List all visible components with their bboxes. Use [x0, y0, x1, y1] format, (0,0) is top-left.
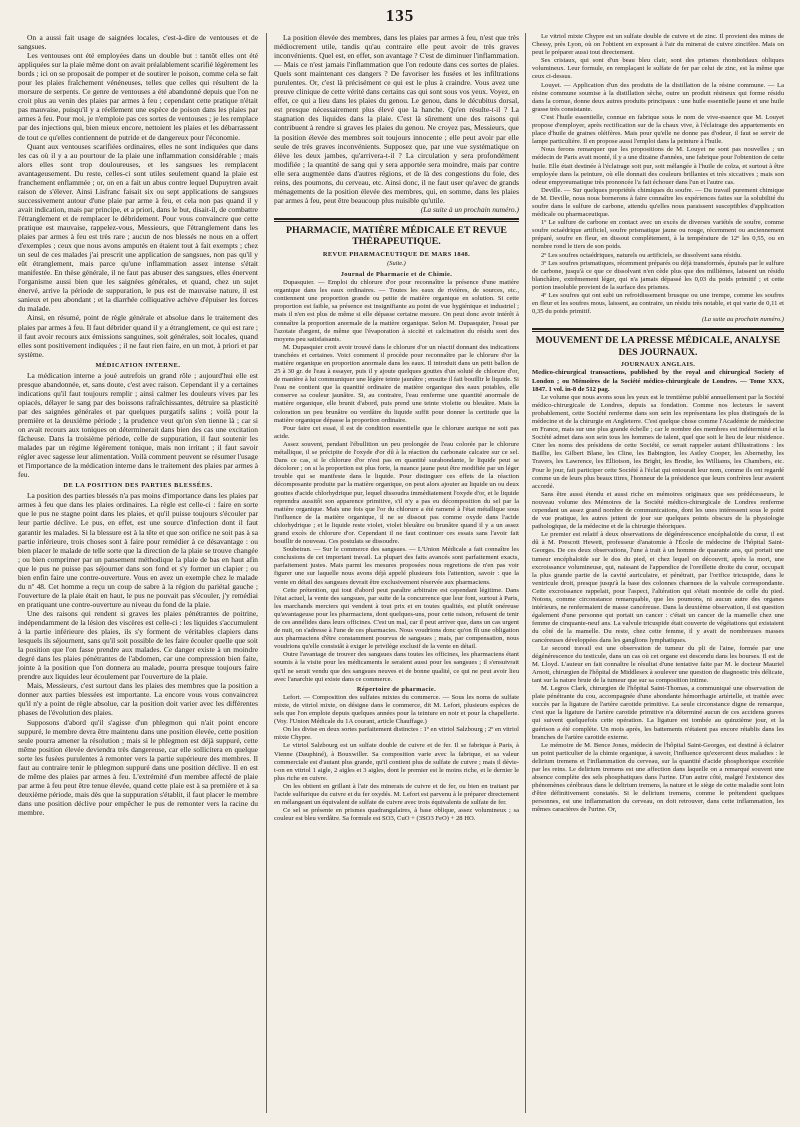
paragraph: Dupasquier. — Emploi du chlorure d'or pour reconnaître la présence d'une matière organique dans les eaux ordinaires. — Toutes les eaux de rivières, de sources, etc., contiennent une proportion grande ou petite de matière organique en solution. Si cette proportion est faible, sa présence est insignifiante au point de vue hygiénique et industriel ; mais il n'en est plus de même si elle dépasse certaine mesure. On peut donc avoir intérêt à connaître la proportion anormale de la matière organique. Selon M. Dupasquier, l'essai par l'azotate d'argent, de même que l'évaporation à siccité et calcination du résidu sont des moyens peu satisfaisants. [274, 279, 519, 343]
continuation-note: (La suite au prochain numéro.) [701, 316, 784, 324]
paragraph: 2º Les soufres octaédriques, naturels ou artificiels, se dissolvent sans résidu. [541, 251, 742, 259]
paragraph: Les ventouses ont été employées dans un double but : tantôt elles ont été appliquées sur la plaie même dont on avait préalablement scarifié légèrement les bords ; ici on se proposait de pomper et de soutirer le poison, comme cela se fait pour les plaies fraîchement vénéneuses, telles que celles qui résultent de la morsure de serpents. Ce genre de ventouses a été abandonné depuis que l'on ne croit plus au venin des plaies par armes à feu ; cependant cette pratique n'était pas mauvaise, puisqu'il y a réellement une espèce de poison dans les plaies par armes à feu. Pour moi, je n'emploie pas ces sortes de ventouses ; je les remplace par des injections qui, bien mieux encore, nettoient les plaies et les débarrassent de tout ce qu'elles contiennent de putride et de dangereux pour l'économie. [18, 51, 258, 142]
paragraph: Le mémoire de M. Bence Jones, médecin de l'hôpital Saint-Georges, est destiné à éclairer un point particulier de la chimie organique, à savoir, l'influence qu'exercent deux maladies : le delirium tremens et l'inflammation du cerveau, sur la quantité d'acide phosphorique excrétée par les reins. Le delirium tremens est une affection dans laquelle on a remarqué souvent une absence complète des sels phosphatiques dans l'urine. D'un autre côté, malgré l'existence des phénomènes cérébraux dans le delirium tremens, la nature et le siège de cette maladie sont loin d'être définitivement constatés. Si le delirium tremens, comme le prétendent quelques personnes, est une inflammation du cerveau, on doit retrouver, dans cette inflammation, les mêmes caractères de l'urine. Or, [532, 741, 784, 814]
paragraph: Supposons d'abord qu'il s'agisse d'un phlegmon qui n'ait point encore suppuré, le membre devra être maintenu dans une position élevée, cette position seule pourra amener la résolution ; mais si le phlegmon est déjà suppuré, cette même position élevée deviendra très dangereuse, car elle sollicitera en quelque sorte les fusées purulentes à remonter vers la partie supérieure des membres. Il faut au contraire tenir le phlegmon suppuré dans une position déclive. Il en est de même des plaies par armes à feu. L'extrémité d'un membre affecté de plaie par arme à feu peut être tenue élevée, quand cette plaie est à sa première et à sa deuxième période, mais dès que la suppuration s'établit, il faut placer le membre dans une position déclive pour empêcher le pus de remonter vers la racine du membre. [18, 717, 258, 817]
paragraph: Le second travail est une observation de tumeur du pli de l'aine, formée par une dégénérescence du testicule, dans un cas où cet organe est descendu dans les bourses. Il est de M. Lloyd. L'auteur en fait connaître le résultat d'une tentative faite par M. le docteur Mauriel Arnott, chirurgien de l'hôpital de Middlesex à soulever une question de diagnostic très délicate, tant sur la nature brute de la tumeur que sur sa composition intime. [532, 644, 784, 684]
paragraph: 4º Les soufres qui ont subi un refroidissement brusque ou une trempe, comme les soufres en fleur et les soufres mous, laissent, au contraire, un résidu très notable, et qui varie de 0,11 et 0,35 du poids primitif. [532, 292, 784, 316]
subsection-title: JOURNAUX ANGLAIS. [620, 361, 696, 369]
paragraph: Cette prétention, qui tout d'abord peut paraître arbitraire est cependant légitime. Dans l'état actuel, la vente des sangsues, par suite de la concurrence que leur font, surtout à Paris, les marchands merciers qui vendent à tout prix et en toutes qualités, est plutôt onéreuse qu'avantageuse pour les pharmaciens, dont quelques-uns, pour cette raison, refusent de tenir de ces annélides dans leurs officines. C'est un mal, car il peut arriver que, dans un cas urgent de nuit, on s'adresse à l'une de ces pharmacies. Nous voudrions donc qu'on fît une obligation aux pharmaciens d'être constamment pourvus de sangsues ; mais, par compensation, nous voudrions qu'elle consistât à exiger le privilège exclusif de la vente en détail. [274, 586, 519, 651]
journal-title: Journal de Pharmacie et de Chimie. [340, 271, 453, 279]
section-heading: MÉDICATION INTERNE. [95, 361, 181, 369]
paragraph: Ce sel se présente en prismes quadrangulaires, à base oblique, assez volumineux ; sa couleur est bleu verdâtre. Sa formule est SO3, CuO + (3SO3 FeO) + 28 HO. [274, 807, 519, 823]
paragraph: Mais, Messieurs, c'est surtout dans les plaies des membres que la position a donner aux parties blessées est importante. La encore vous vous convaincrez qu'il n'y a point de règle absolue, car la position doit varier avec les différentes phases de l'évolution des plaies. [18, 681, 258, 718]
divider-rule [532, 328, 784, 330]
paragraph: Quant aux ventouses scarifiées ordinaires, elles ne sont indiquées que dans les cas où il y a au pourtour de la plaie une inflammation considérable ; mais alors elles sont trop douloureuses, et les sangsues les remplacent avantageusement. Du reste, celles-ci sont utiles seulement quand la plaie est franchement enflammée ; or, on en a fait un abus contre lequel Dupuytren avait raison de s'élever. Ainsi Lisfranc faisait six ou sept applications de sangsues successivement autour d'une plaie par arme à feu, et cela non pas quand il y avait indication, mais par principe, et a priori, dans le but, disait-il, de combattre l'étranglement et de remplacer le débridement. Pour vous convaincre que cette pratique est mauvaise, rappelez-vous, Messieurs, que l'étranglement dans les plaies par armes à feu est très rare ; aucun de nos blessés ne nous en a offert d'exemples ; ceux que nous avons amputés en étaient tout à fait exempts ; chez un seul de ces malades j'ai prescrit une application de sangsues, non pas qu'il y eût étranglement, mais parce qu'une inflammation assez intense s'était manifestée. En thèse générale, il ne faut pas abuser des sangsues, elles énervent l'organisme aussi bien que les saignées générales, et quand, chez un sujet énervé, arrive la période de suppuration, le pus est de mauvaise nature, il est sanieux et peu abondant ; et la diarrhée colliquative achève d'épuiser les forces du malade. [18, 141, 258, 314]
paragraph: Le vitriol Salzbourg est un sulfate double de cuivre et de fer. Il se fabrique à Paris, à Vienne (Dauphiné), à Bouxwiller. Sa composition varie avec la fabrique, et sa valeur commerciale est d'autant plus grande, qu'il contient plus de sulfate de cuivre ; mais il dévie-t-on en vitriol 1 aigle, 2 aigles et 3 aigles, dont le premier est le moins riche, et le dernier le plus riche en cuivre. [274, 742, 519, 782]
paragraph: Le premier est relatif à deux observations de dégénérescence encéphaloïde du cœur, il est dû à M. Prescott Hewett, professeur d'anatomie à l'École de médecine de l'hôpital Saint-Georges. De ces deux observations, l'une à trait à un homme de quarante ans, qui portait une tumeur encéphaloïde sur le dos du pied, et chez lequel on découvrit, après la mort, une excroissance volumineuse, qui, naissant de l'appendice de l'oreillette droite du cœur, occupait la plus grande partie de la cavité auriculaire, et pénétrait, par l'orifice tricuspide, dans le ventricule droit, presque jusqu'à la base des colonnes charnues de la valvule correspondante. Cette excroissance rappelait, pour l'aspect, l'altération qui s'était montrée de celle du pied. Notons, comme circonstance remarquable, que les poumons, ni aucun autre des organes intérieurs, ne renfermaient de masse cancéreuse. Dans la deuxième observation, il est question également d'une personne qui portait un cancer : c'était un cancer de la mamelle chez une femme de cinquante-neuf ans. La valvule tricuspide était couverte de végétations qui existaient du côté de la mamelle. Du reste, chez cette femme, il y avait de nombreuses masses cancéreuses développées dans les ganglions lymphatiques. [532, 531, 784, 644]
divider-rule [274, 218, 519, 220]
paragraph: Soubeiran. — Sur le commerce des sangsues. — L'Union Médicale a fait connaître les conclusions de cet important travail. La plupart des faits avancés sont parfaitement exacts, parfaitement justes. Mais parmi les mesures proposées nous regrettons de n'en pas voir figurer une sur laquelle nous avons déjà appelé plusieurs fois l'attention, savoir : que la vente en détail des sangsues devrait être exclusivement réservée aux pharmaciens. [274, 546, 519, 586]
paragraph: Le volume que nous avons sous les yeux est le trentième publié annuellement par la Société médico-chirurgicale de Londres, depuis sa fondation. Comme nos lecteurs le savent probablement, cette Société renferme dans son sein les représentans les plus distingués de la médecine et de la chirurgie en Angleterre. C'est quelque chose comme l'Académie de médecine en France, mais sur une plus grande échelle ; car le nombre des membres est indéterminé et la Société admet dans son sein tous les hommes de talent, quel que soit le lieu de leur résidence. Citer les noms des présidens de cette Société, ce serait rappeler autant d'illustrations : les Baillie, les Gilbert Blane, les Cline, les Babington, les Astley Cooper, les Abernethy, les Travers, les Lawrence, les Elliotson, les Bright, les Brodie, les Williams, les Chambers, etc. Pour le jour, fait participer cette Société à l'éclat qui entourait leur nom, comme ils ont regardé comme un de leurs plus beaux titres, l'honneur de la présidence que leurs confrères leur avaient accordé. [532, 393, 784, 490]
divider-rule [532, 331, 784, 332]
paragraph: Deville. — Sur quelques propriétés chimiques du soufre. — Du travail purement chimique de M. Deville, nous nous bornerons à faire connaître les expériences faites sur la solubilité du soufre dans le sulfure de carbone, attendu qu'elles nous paraissent susceptibles d'application médicale ou pharmaceutique. [532, 186, 784, 219]
paragraph: La position élevée des membres, dans les plaies par armes à feu, n'est que très médiocrement utile, tandis qu'au contraire elle peut avoir de très graves inconvénients. Quel est, en effet, son avantage ? C'est de diminuer l'inflammation. — Mais ce n'est jamais l'inflammation que l'on redoute dans ces sortes de plaies. Quels sont maintenant ces dangers ? De favoriser les fusées et les infiltrations purulentes. Or, c'est là précisément ce qui est le plus à craindre. Vous avez une preuve clinique de cette vérité dans certains cas qui sont sous vos yeux. Voyez, en effet, ce qui a lieu dans les plaies du genou. Le genou, dans le décubitus dorsal, est presque nécessairement plus élevé que la hanche. Qu'en résulte-t-il ? La stagnation des liquides dans la plaie. C'est là sûrement une des raisons qui contribuent à rendre si graves les plaies du genou. Ne croyez pas, Messieurs, que la position élevée des membres soit toujours innocente ; elle peut avoir par elle seule de très graves inconvénients. Supposez que, par une vue systématique on élève les deux jambes, qu'arrivera-t-il ? La circulation y sera profondément modifiée ; la quantité de sang qui y sera apportée sera moindre, mais par contre elle sera augmentée dans d'autres régions, et de là des congestions du foie, des reins, des poumons, du cerveau, etc. Ainsi donc, il ne faut user qu'avec de grands ménagements de la position élevée des membres, qui, en somme, dans les plaies par armes à feu, peut être beaucoup plus nuisible qu'utile. [274, 33, 519, 205]
paragraph: La position des parties blessés n'a pas moins d'importance dans les plaies par armes à feu que dans les plaies ordinaires. La règle est celle-ci : faire en sorte que le pus ne stagne point dans les plaies, et qu'il puisse toujours s'écouler par leur partie déclive. Le pus, en effet, est une source d'infection dont il faut garantir les malades. Si la blessure est à la tête et que son orifice ne soit pas à sa partie inférieure, trois choses sont à faire pour remédier à ce désavantage : ou bien placer le malade de telle sorte que la direction de la plaie se trouve changée ; ou bien comprimer par un pansement méthodique la plaie de bas en haut afin que le pus ne puisse pas séjourner dans son fond et s'y former un clapier ; ou bien enfin faire une contre-ouverture. Vous en avez un exemple chez le malade du nº 48. Cet homme a reçu un coup de sabre à la région du pariétal gauche ; l'ouverture de la plaie était en haut, le pus ne pouvait pas s'écouler, j'y remédiai en pratiquant une contre-ouverture au niveau du fond de la plaie. [18, 491, 258, 609]
paragraph: Pour faire cet essai, il est de condition essentielle que le chlorure aurique ne soit pas acide. [274, 424, 519, 440]
article-body [274, 279, 519, 823]
paragraph: Ses cristaux, qui sont d'un beau bleu clair, sont des prismes rhomboïdaux obliques volumineux. Leur formule, en remplaçant le sulfate de fer par celui de zinc, est la même que ceux ci-dessus. [532, 57, 784, 81]
page-number: 135 [385, 6, 415, 25]
paragraph: Assez souvent, pendant l'ébullition un peu prolongée de l'eau colorée par le chlorure métallique, il se précipite de l'oxyde d'or dû à la réaction du carbonate calcaire sur ce sel. Dans ce cas, si le chlorure d'or n'est pas en quantité surabondante, le liquide peut se décolorer ; on si la proportion est plus forte, la nuance jaune peut être modifiée par un léger trouble qui se manifeste dans le liquide. Pour distinguer ces effets de la réaction décomposante produite par la matière organique, on peut alors ajouter au liquide un ou deux gouttes d'acide chlorhydrique pur, lequel dissoudra immédiatement l'oxyde d'or, et le liquide reprendra aussitôt son apparence primitive, s'il n'y a pas eu décomposition du sel par la matière organique. Mais une fois que l'or du chlorure a été ramené à l'état métallique sous l'influence de la matière organique, il ne se dissout pas comme oxyde dans l'acide chlorhydrique ; et le liquide reste violet, violet bleuâtre ou brunâtre quand il y a un assez grand excès de chlorure d'or. Cependant il ne faut continuer ces essais sans l'avoir fait bouillir de nouveau. Ces postulats se dissoudre. [274, 440, 519, 546]
article-body [532, 33, 784, 324]
paragraph: Une des raisons qui rendent si graves les plaies pénétrantes de poitrine, indépendamment de la lésion des viscères est celle-ci : les liquides s'accumulent à la partie inférieure des plaies, ils s'y forment de véritables clapiers dans lesquels ils séjournent, sans qu'il soit possible de les faire écouler quelle que soit la position que l'on fasse prendre aux malades. Ce danger existe à un moindre degré dans les plaies pénétrantes de l'abdomen, car une compression bien faite, jointe à la position que l'on donnera au malade, pourra presque toujours faire prendre aux liquides leur écoulement par l'ouverture de la plaie. [18, 608, 258, 682]
subsection-title: Répertoire de pharmacie. [356, 685, 437, 693]
paragraph: On les divise en deux sortes parfaitement distinctes : 1º en vitriol Salzbourg ; 2º en vitriol mixte Chypre. [274, 726, 519, 742]
column-1 [18, 33, 258, 1115]
section-title: PHARMACIE, MATIÈRE MÉDICALE ET REVUE THÉRAPEUTIQUE. [286, 224, 507, 248]
journal-citation: Medico-chirurgical transactions, published by the royal and chirurgical Society of London ; ou Mémoires de la Société médico-chirurgicale de Londres. — Tome XXX, 1847. 1 vol. in-8 de 512 pag. [532, 369, 784, 393]
column-2 [274, 33, 519, 1115]
paragraph: La médication interne a joué autrefois un grand rôle ; aujourd'hui elle est presque abandonnée, et, sans doute, c'est avec raison. Cependant il y a certaines indications qu'il faut toujours remplir ; ainsi calmer les douleurs vives par les opiacés, délayer le sang par des boissons rafraîchissantes, détruire sa plasticité par des saignées générales et par quelques purgatifs salins ; voilà pour la première et la deuxième période ; la prudence veut qu'on s'en tienne là ; car si on avait recours aux toniques on déterminerait dans bien des cas une excitation fâcheuse. Dans la troisième période, celle de suppuration, il faut soutenir les malades par un régime légèrement tonique, mais non irritant ; il faut savoir régler avec sagesse leur alimentation. Voilà comment peuvent se résumer l'usage et l'importance de la médication interne dans le traitement des plaies par armes à feu. [18, 370, 258, 480]
paragraph: Ainsi, en résumé, point de règle générale et absolue dans le traitement des plaies par armes à feu. Il faut débrider quand il y a étranglement, ce qui est rare ; il faut avoir recours aux émissions sanguines, soit générales, soit locales, quand elles sont positivement indiquées ; il ne faut rien faire, en un mot, à priori et par système. [18, 313, 258, 359]
paragraph: Lefort. — Composition des sulfates mixtes du commerce. — Sous les noms de sulfate mixte, de vitriol mixte, on désigne dans le commerce, dit M. Lefort, plusieurs espèces de sels que l'on emploie depuis quelques années pour la teinture en noir et pour la chapellerie. (Voy. l'Union Médicale du 1A courant, article Chauffage.) [274, 693, 519, 726]
paragraph: M. Dupasquier croit avoir trouvé dans le chlorure d'or un réactif donnant des indications tranchées et certaines. Voici comment il procède pour reconnaître par le chlorure d'or la matière organique en proportion anormale dans les eaux. Il introduit dans un petit ballon de 25 à 30 gr. de l'eau à essayer, puis il y ajoute quelques gouttes d'un soluté de chlorure d'or, de manière à lui communiquer une légère teinte jaunâtre ; ensuite il fait bouillir le liquide. Si l'eau ne contient que la quantité ordinaire de matière organique des eaux potables, elle conserve sa couleur jaunâtre. Si, au contraire, l'eau renferme une quantité anormale de matière organique, elle brunit d'abord, puis prend une teinte violette ou bleuâtre. Mais la coloration un peu brunâtre ou verdâtre du liquide suffit pour donner la certitude que la matière organique dépasse la proportion ordinaire. [274, 343, 519, 424]
divider-rule [274, 221, 519, 222]
paragraph: Outre l'avantage de trouver des sangsues dans toutes les officines, les pharmaciens étant soumis à la visite pour les médicaments le seraient aussi pour les sangsues ; il s'ensuivrait qu'il ne serait vendu que des sangsues neuves et de bonne qualité, ce qui ne peut avoir lieu avec l'anarchie qui existe dans ce commerce. [274, 651, 519, 683]
section-heading: DE LA POSITION DES PARTIES BLESSÉES. [63, 482, 213, 490]
paragraph: 1º Le sulfure de carbone en contact avec un excès de diverses variétés de soufre, comme soufre octaédrique artificiel, soufre prismatique jaune ou rouge, récemment ou anciennement préparé, soufre en fleur, en dissout complètement, à la température de 12º les 0,55, ou en nombre rond le tiers de son poids. [532, 219, 784, 251]
continuation-note: (La suite à un prochain numéro.) [420, 204, 519, 214]
subsection-note: (Suite.) [387, 259, 406, 267]
column-divider [266, 33, 267, 1113]
paragraph: 3º Les soufres prismatiques, récemment préparés ou déjà transformés, épuisés par le sulfure de carbone, jusqu'à ce que ce dissolvant n'en cède plus que des millièmes, laissent un résidu blanchâtre, extrêmement léger, qui n'a jamais dépassé les 0,03 du poids primitif ; et cette portion insoluble provient de la surface des prismes. [532, 259, 784, 291]
section-title: MOUVEMENT DE LA PRESSE MÉDICALE, ANALYSE DES JOURNAUX. [535, 335, 781, 358]
paragraph: Sans être aussi étendu et aussi riche en mémoires originaux que ses prédécesseurs, le nouveau volume des Mémoires de la Société médico-chirurgicale de Londres renferme cependant un assez grand nombre de communications, dont les unes intéressent sous le point de vue pratique, les autres jettent de jour sur quelques points obscurs de la physiologie pathologique, de la médecine et de la chirurgie théoriques. [532, 490, 784, 531]
paragraph: Le vitriol mixte Chypre est un sulfate double de cuivre et de zinc. Il provient des mines de Chessy, près Lyon, où on l'obtient en exposant à l'air du minerai de cuivre zincifère. Mais on peut le préparer aussi tout directement. [532, 33, 784, 57]
column-divider [525, 33, 526, 1113]
article-body [532, 369, 784, 814]
paragraph: C'est l'huile essentielle, connue en fabrique sous le nom de vive-essence que M. Louyet propose d'employer, après rectification sur de la chaux vive, à l'éclairage des appartements en place d'huile de graines oléifères. Mais pour qu'elle ne donne pas d'odeur, il faut se servir de lampe particulière. Il en propose aussi l'emploi dans la peinture à l'huile. [532, 113, 784, 146]
subsection-title: REVUE PHARMACEUTIQUE DE MARS 1848. [322, 250, 471, 258]
paragraph: On a aussi fait usage de saignées locales, c'est-à-dire de ventouses et de sangsues. [18, 33, 258, 52]
paragraph: On les obtient en grillant à l'air des minerais de cuivre et de fer, ou bien en traitant par l'acide sulfurique du cuivre et du fer oxydés. M. Lefort est parvenu à le préparer directement en mélangeant un équivalent de sulfate de cuivre avec trois équivalents de sulfate de fer. [274, 782, 519, 807]
paragraph: M. Legros Clark, chirurgien de l'hôpital Saint-Thomas, a communiqué une observation de plaie pénétrante du cou, accompagnée d'une abondante hémorrhagie artérielle, et traitée avec succès par la ligature de l'artère carotide primitive. La seule circonstance digne de remarque, c'est que la ligature de l'artère carotide primitive n'a déterminé aucun de ces accidens graves qui suivent quelquefois cette opération. La ligature est tombée au quinzième jour, et la guérison a été complète. Un mois après, les battements n'étaient pas encore rétablis dans les branches de l'artère carotide externe. [532, 685, 784, 741]
paragraph: Nous ferons remarquer que les propositions de M. Louyet ne sont pas nouvelles ; un médecin de Paris avait monté, il y a une dizaine d'années, une fabrique pour l'obtention de cette huile. Elle était destinée à l'éclairage soit pur, soit mélangée à l'huile de colza, et surtout à être employée dans la peinture, où elle donnait des couleurs brillantes et très siccatives ; mais son odeur empyreumatique très prononcée l'a fait échouer dans l'un et l'autre cas. [532, 146, 784, 186]
paragraph: Louyet. — Application d'un des produits de la distillation de la résine commune. — La résine commune soumise à la distillation sèche, outre un produit résineux qui forme résidu dans la cornue, donne deux autres produits principaux : une huile essentielle jaune et une huile grasse très consistante. [532, 81, 784, 113]
column-3 [532, 33, 784, 1115]
